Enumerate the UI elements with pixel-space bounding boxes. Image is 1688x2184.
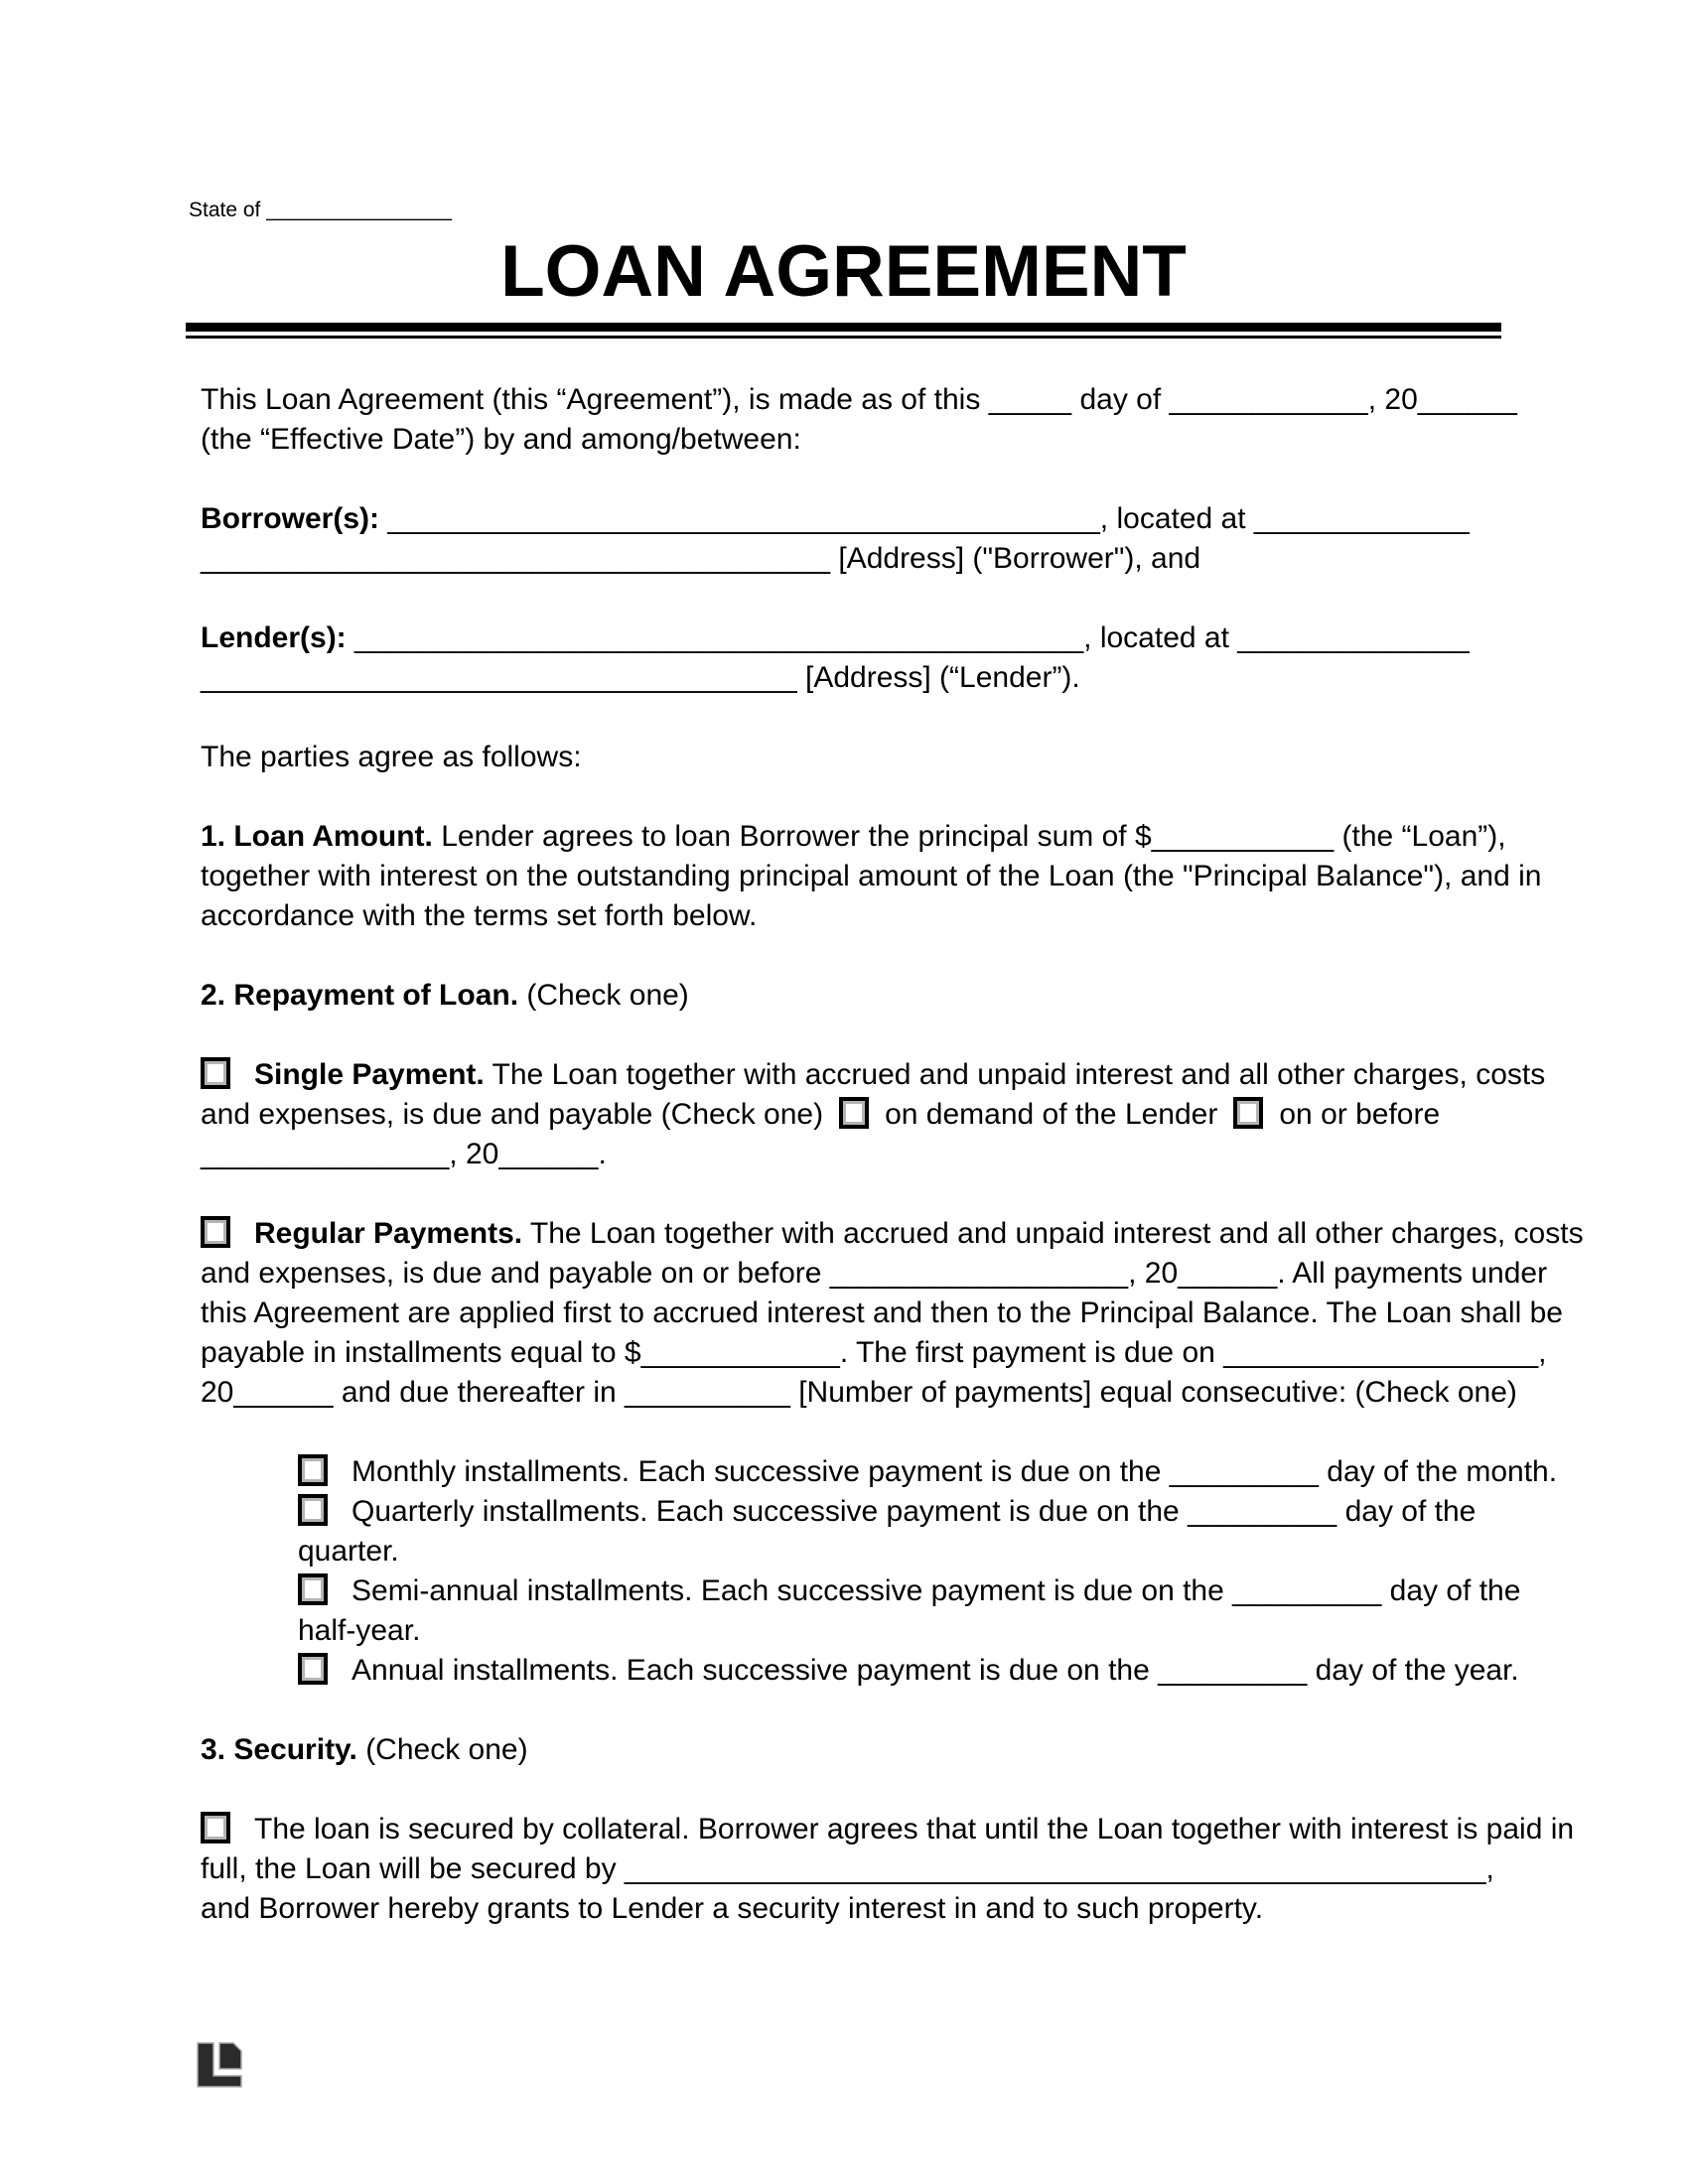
paragraph-lender [201, 618, 1584, 698]
text-run: , [1485, 1852, 1494, 1885]
blank-field[interactable]: ___________ [1151, 820, 1335, 853]
text-run: on demand of the Lender [885, 1098, 1218, 1131]
text-line [201, 1095, 1584, 1135]
paragraph-intro [201, 380, 1584, 460]
blank-field[interactable]: ______ [1417, 383, 1517, 416]
text-run: and Borrower hereby grants to Lender a security interest in and to such property. [201, 1892, 1264, 1925]
text-run: Quarterly installments. Each successive payment is due on the [352, 1495, 1189, 1528]
text-run: quarter. [298, 1535, 399, 1568]
text-line [201, 738, 1584, 777]
text-line [201, 976, 1584, 1016]
text-line [201, 380, 1584, 420]
blank-field[interactable]: ___________________________________________ [387, 502, 1100, 535]
blank-field[interactable]: __________________ [829, 1257, 1129, 1290]
blank-field[interactable]: _________ [1169, 1455, 1319, 1488]
blank-field[interactable]: ______ [498, 1138, 599, 1170]
state-of-label: State of [189, 199, 267, 221]
text-run: and expenses, is due and payable (Check one) [201, 1098, 824, 1131]
document-title: LOAN AGREEMENT [500, 231, 1187, 312]
state-of-line [189, 196, 452, 225]
bold-text-run: Regular Payments. [254, 1217, 523, 1250]
text-run: The loan is secured by collateral. Borrower agrees that until the Loan together with interest is paid in [254, 1813, 1575, 1845]
text-run: The Loan together with accrued and unpaid interest and all other charges, costs [522, 1217, 1584, 1250]
text-run: , 20 [1367, 383, 1418, 416]
bold-text-run: 3. Security. [201, 1733, 357, 1766]
text-run: full, the Loan will be secured by [201, 1852, 625, 1885]
text-run: This Loan Agreement (this “Agreement”), is made as of this [201, 383, 989, 416]
text-line [201, 1214, 1584, 1254]
title-divider-rule [186, 323, 1501, 339]
bold-text-run: 2. Repayment of Loan. [201, 979, 519, 1012]
text-line [201, 658, 1584, 698]
paragraph-installments [201, 1452, 1584, 1691]
blank-field[interactable]: _____________ [1253, 502, 1470, 535]
blank-field[interactable]: ____________ [1169, 383, 1368, 416]
text-run: , 20 [449, 1138, 499, 1170]
bold-text-run: Single Payment. [254, 1058, 485, 1091]
text-line [201, 817, 1584, 857]
text-line [298, 1532, 1584, 1571]
text-run: on or before [1279, 1098, 1441, 1131]
text-run: day of [1071, 383, 1170, 416]
text-run: (the “Loan”), [1334, 820, 1506, 853]
legal-templates-logo [197, 2042, 242, 2088]
paragraph-repayment-heading [201, 976, 1584, 1016]
on-or-before-checkbox[interactable] [1233, 1097, 1263, 1129]
text-run: , 20 [1128, 1257, 1179, 1290]
text-run: , located at [1083, 621, 1238, 654]
text-run: payable in installments equal to $ [201, 1336, 641, 1369]
text-run [347, 621, 354, 654]
text-line [201, 1333, 1584, 1373]
paragraph-regular-payments [201, 1214, 1584, 1413]
text-line [201, 499, 1584, 539]
blank-field[interactable]: ____________________________________________ [354, 621, 1084, 654]
text-run: day of the month. [1318, 1455, 1558, 1488]
blank-field[interactable]: _______________ [201, 1138, 450, 1170]
text-run: day of the [1336, 1495, 1477, 1528]
text-run: . The first payment is due on [839, 1336, 1224, 1369]
text-run: (the “Effective Date”) by and among/between: [201, 423, 801, 456]
text-line [298, 1571, 1584, 1611]
blank-field[interactable]: ____________ [640, 1336, 840, 1369]
text-run: accordance with the terms set forth below. [201, 899, 758, 932]
text-run: (Check one) [518, 979, 689, 1012]
semi-annual-installments-checkbox[interactable] [298, 1573, 328, 1605]
text-run: , located at [1099, 502, 1254, 535]
text-run: [Address] ("Borrower"), and [830, 542, 1201, 575]
text-run: . All payments under [1277, 1257, 1548, 1290]
paragraph-borrower [201, 499, 1584, 579]
text-run: (Check one) [356, 1733, 528, 1766]
text-line [201, 1254, 1584, 1294]
text-run: and expenses, is due and payable on or before [201, 1257, 830, 1290]
blank-field[interactable]: _____ [988, 383, 1072, 416]
regular-payments-checkbox[interactable] [201, 1216, 230, 1248]
bold-text-run: Borrower(s): [201, 502, 380, 535]
text-run: [Number of payments] equal consecutive: (Check one) [789, 1376, 1517, 1409]
secured-by-collateral-checkbox[interactable] [201, 1812, 230, 1843]
single-payment-checkbox[interactable] [201, 1057, 230, 1089]
blank-field[interactable]: _________ [1232, 1574, 1382, 1607]
text-line [298, 1611, 1584, 1651]
blank-field[interactable]: _________ [1188, 1495, 1337, 1528]
on-demand-checkbox[interactable] [839, 1097, 869, 1129]
quarterly-installments-checkbox[interactable] [298, 1494, 328, 1526]
text-run: day of the [1381, 1574, 1521, 1607]
text-line [201, 1055, 1584, 1095]
text-line [201, 618, 1584, 658]
blank-field[interactable]: ______________________________________ [201, 542, 831, 575]
text-line [201, 896, 1584, 936]
paragraph-security [201, 1810, 1584, 1929]
text-line [201, 857, 1584, 896]
text-run: half-year. [298, 1614, 421, 1647]
text-line [298, 1452, 1584, 1492]
text-run: Lender agrees to loan Borrower the principal sum of $ [432, 820, 1152, 853]
blank-field[interactable]: ______ [1178, 1257, 1278, 1290]
text-run: The parties agree as follows: [201, 741, 582, 773]
text-line [201, 1889, 1584, 1929]
text-line [201, 1294, 1584, 1333]
text-line [201, 1373, 1584, 1413]
text-run: The Loan together with accrued and unpaid interest and all other charges, costs [484, 1058, 1546, 1091]
text-line [298, 1492, 1584, 1532]
text-run: Annual installments. Each successive payment is due on the [352, 1654, 1159, 1687]
monthly-installments-checkbox[interactable] [298, 1454, 328, 1486]
blank-field[interactable]: __________ [625, 1376, 790, 1409]
paragraph-loan-amount [201, 817, 1584, 936]
text-line [201, 420, 1584, 460]
blank-field[interactable]: ___________________ [1223, 1336, 1539, 1369]
document-body [201, 380, 1584, 1969]
text-run: together with interest on the outstanding principal amount of the Loan (the "Principal Balance"), and in [201, 860, 1542, 892]
text-line [201, 539, 1584, 579]
paragraph-parties-agree [201, 738, 1584, 777]
text-line [201, 1135, 1584, 1174]
text-line [201, 1810, 1584, 1849]
state-blank-field[interactable]: ________________ [266, 199, 453, 221]
bold-text-run: 1. Loan Amount. [201, 820, 433, 853]
paragraph-security-heading [201, 1730, 1584, 1770]
text-run: [Address] (“Lender”). [796, 661, 1080, 694]
paragraph-single-payment [201, 1055, 1584, 1174]
text-run: , [1538, 1336, 1547, 1369]
blank-field[interactable]: ____________________________________________________ [624, 1852, 1486, 1885]
blank-field[interactable]: ____________________________________ [201, 661, 797, 694]
text-line [201, 1849, 1584, 1889]
text-run: Semi-annual installments. Each successive payment is due on the [352, 1574, 1233, 1607]
text-line [298, 1651, 1584, 1691]
text-run: 20 [201, 1376, 234, 1409]
annual-installments-checkbox[interactable] [298, 1653, 328, 1685]
text-run: . [598, 1138, 607, 1170]
text-run: this Agreement are applied first to accrued interest and then to the Principal Balance. The Loan shall be [201, 1297, 1563, 1329]
text-run: day of the year. [1307, 1654, 1519, 1687]
blank-field[interactable]: ______ [233, 1376, 334, 1409]
blank-field[interactable]: ______________ [1237, 621, 1470, 654]
bold-text-run: Lender(s): [201, 621, 347, 654]
text-line [201, 1730, 1584, 1770]
blank-field[interactable]: _________ [1158, 1654, 1308, 1687]
text-run: Monthly installments. Each successive payment is due on the [352, 1455, 1170, 1488]
text-run: and due thereafter in [333, 1376, 626, 1409]
